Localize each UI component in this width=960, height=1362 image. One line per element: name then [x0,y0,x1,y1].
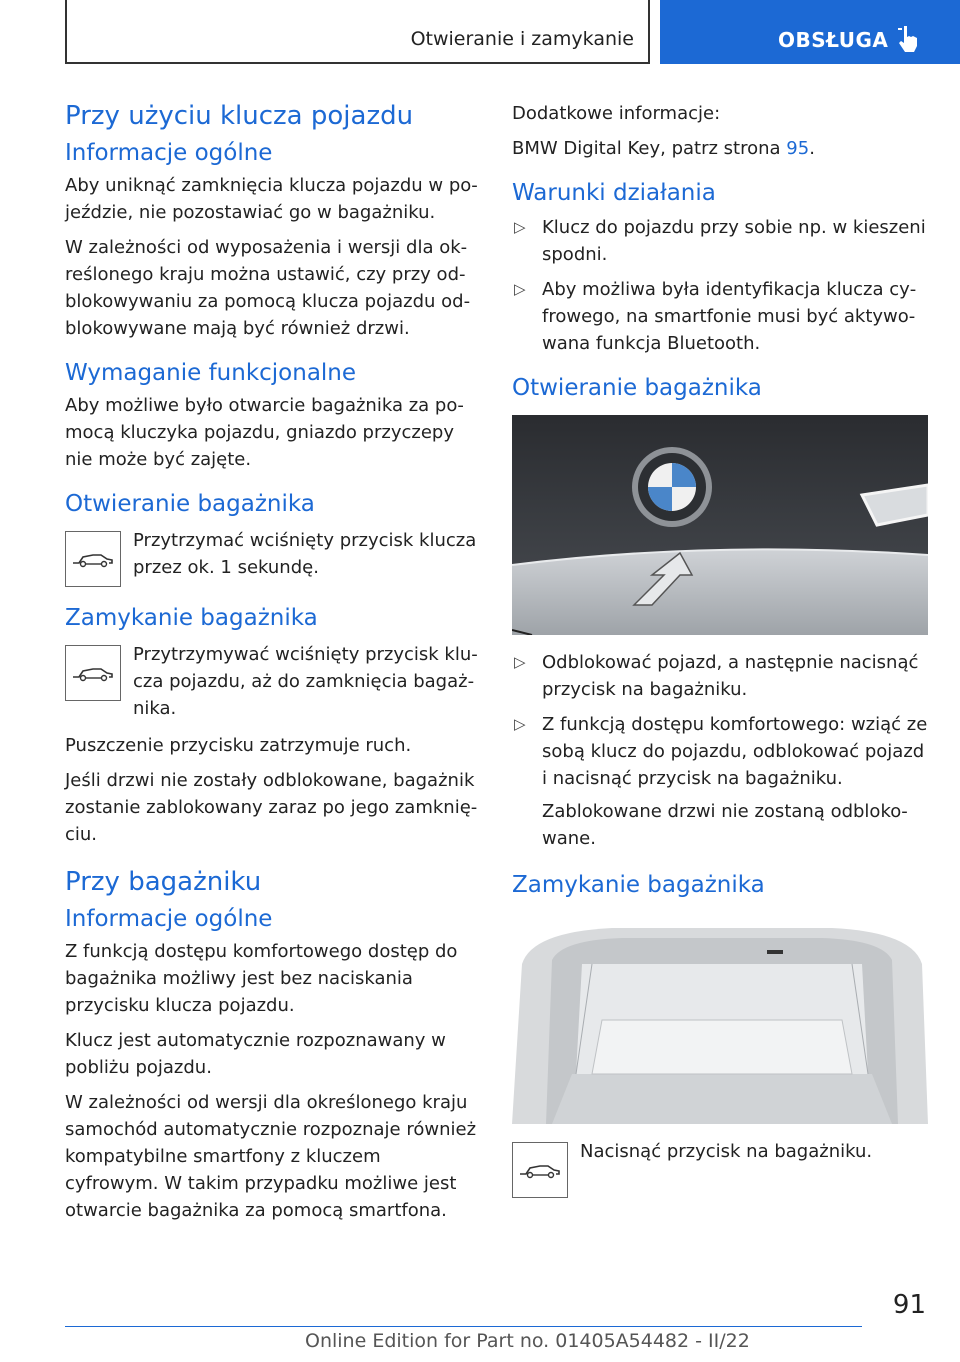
instruction-row [65,527,478,587]
right-column [512,100,928,1208]
instruction-text: Nacisnąć przycisk na bagażniku. [580,1141,873,1162]
instruction-row [65,641,478,722]
list-item: ▷ Z funkcją dostępu komfortowego: wziąć ze sobą klucz do pojazdu, odblokować pojazd i nacisnąć przycisk na bagażniku. [512,711,928,792]
page-link[interactable]: 95 [786,138,810,159]
opening-steps-list [512,649,928,792]
heading-closing-trunk: Zamykanie bagażnika [65,605,318,631]
header-chapter-tab[interactable] [660,0,960,64]
list-item: ▷ Odblokować pojazd, a następnie nacisnąć przycisk na bagażniku. [512,649,928,703]
car-trunk-key-icon [65,531,121,587]
hand-pointer-icon [896,24,922,54]
section-title-key: Przy użyciu klucza pojazdu [65,101,414,131]
chapter-title: OBSŁUGA [778,28,889,52]
digital-key-reference: BMW Digital Key, patrz strona 95. [512,138,815,159]
footer-divider [65,1326,862,1327]
paragraph: Z funkcją dostępu komfortowego dostęp do bagażnika możliwy jest bez naciskania przycisku klucza pojazdu. [65,941,458,1016]
conditions-list [512,214,928,357]
heading-opening-trunk: Otwieranie bagażnika [65,491,315,517]
paragraph: Aby możliwe było otwarcie bagażnika za pomocą kluczyka pojazdu, gniazdo przyczepy nie może być zajęte. [65,395,464,470]
instruction-text: Przytrzymać wciśnięty przycisk klucza przez ok. 1 sekundę. [133,530,477,578]
heading-general-info: Informacje ogólne [65,906,273,932]
triangle-bullet-icon: ▷ [514,280,526,298]
page-number: 91 [892,1290,926,1320]
heading-closing-trunk: Zamykanie bagażnika [512,872,765,898]
car-trunk-key-icon [512,1142,568,1198]
list-item: ▷ Aby możliwa była identyfikacja klucza cyfrowego, na smartfonie musi być aktywowana funkcja Bluetooth. [512,276,928,357]
instruction-row [512,1138,928,1198]
paragraph: W zależności od wyposażenia i wersji dla określonego kraju można ustawić, czy przy odblokowywaniu za pomocą klucza pojazdu odblokowywane mają być również drzwi. [65,237,471,339]
triangle-bullet-icon: ▷ [514,715,526,733]
left-column [65,100,478,1232]
trunk-button-photo [512,415,928,635]
heading-general-info: Informacje ogólne [65,140,273,166]
section-title: Otwieranie i zamykanie [410,28,634,50]
heading-conditions: Warunki działania [512,180,716,206]
note-text: Zablokowane drzwi nie zostaną odblokowane. [542,801,908,849]
heading-requirement: Wymaganie funkcjonalne [65,360,357,386]
open-trunk-photo [512,924,928,1124]
car-trunk-key-icon [65,645,121,701]
extra-info-label: Dodatkowe informacje: [512,103,721,124]
header-section-box [65,0,650,64]
instruction-text: Przytrzymywać wciśnięty przycisk klucza pojazdu, aż do zamknięcia bagażnika. [133,644,478,719]
section-title-trunk: Przy bagażniku [65,867,262,897]
paragraph: Aby uniknąć zamknięcia klucza pojazdu w pojeździe, nie pozostawiać go w bagażniku. [65,175,478,223]
paragraph: W zależności od wersji dla określonego kraju samochód automatycznie rozpoznaje również kompatybilne smartfony z kluczem cyfrowym. W takim przypadku możliwe jest otwarcie bagażnika za pomocą smartfona. [65,1092,477,1221]
list-item: ▷ Klucz do pojazdu przy sobie np. w kieszeni spodni. [512,214,928,268]
footer-edition: Online Edition for Part no. 01405A54482 - II/22 [305,1330,750,1352]
paragraph: Puszczenie przycisku zatrzymuje ruch. [65,735,412,756]
triangle-bullet-icon: ▷ [514,218,526,236]
paragraph: Klucz jest automatycznie rozpoznawany w pobliżu pojazdu. [65,1030,446,1078]
heading-opening-trunk: Otwieranie bagażnika [512,375,762,401]
paragraph: Jeśli drzwi nie zostały odblokowane, bagażnik zostanie zablokowany zaraz po jego zamknięciu. [65,770,478,845]
triangle-bullet-icon: ▷ [514,653,526,671]
